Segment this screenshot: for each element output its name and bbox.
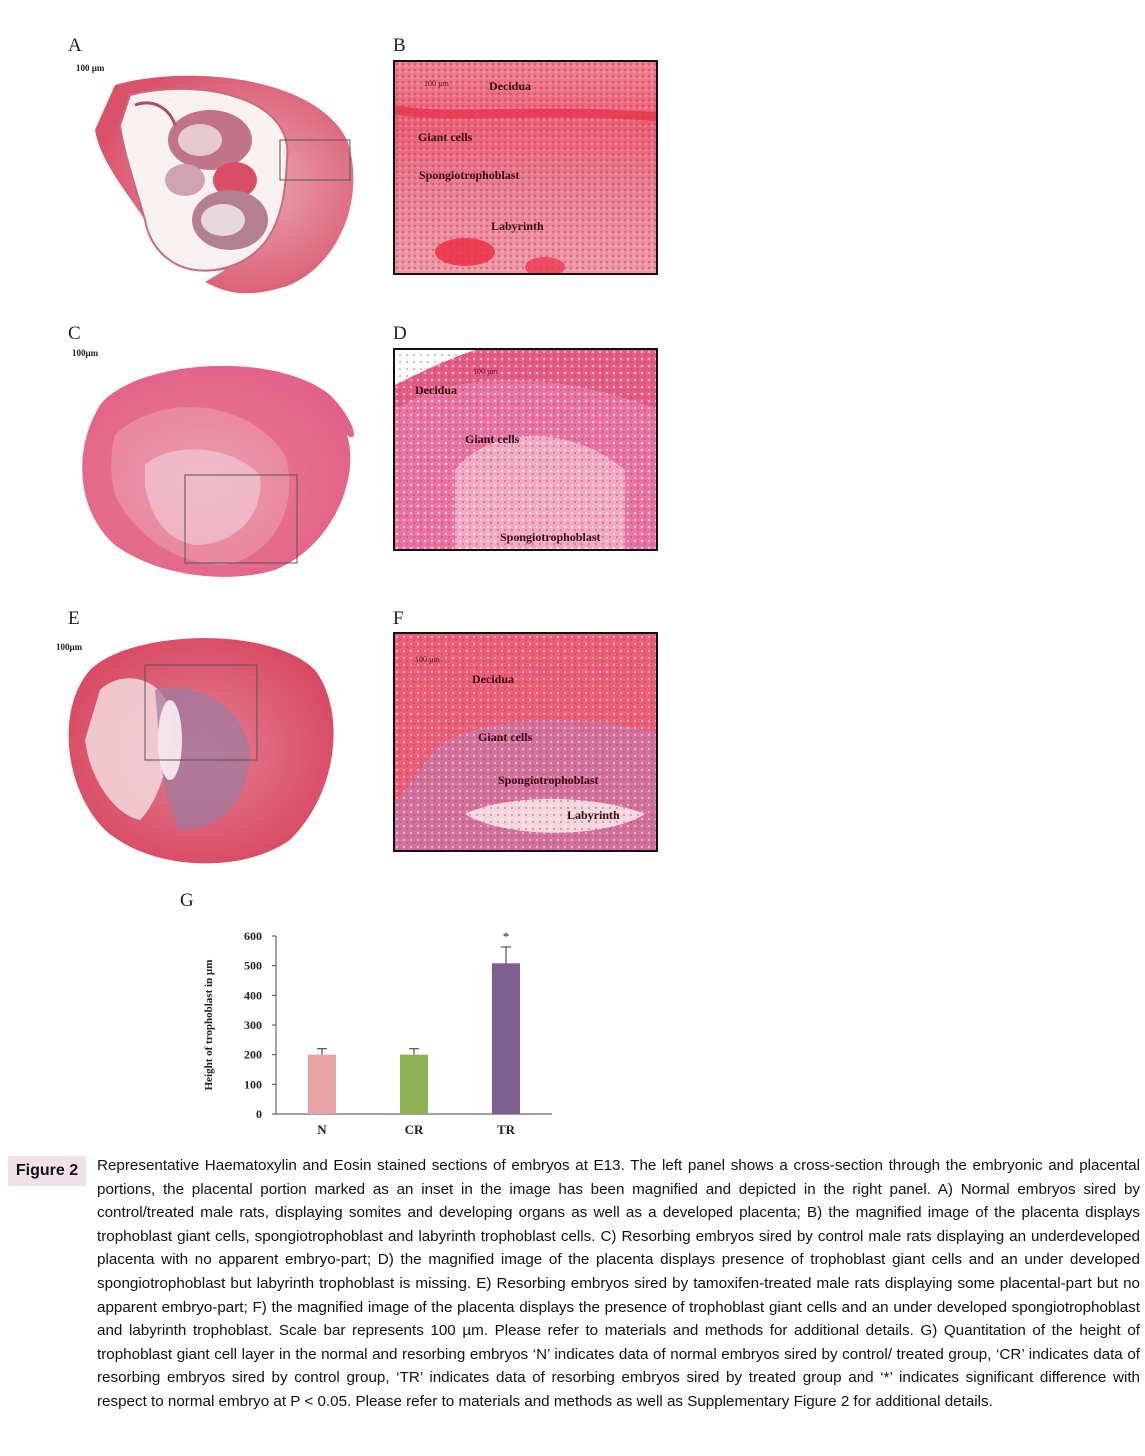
zoom-scale-b: 100 µm: [424, 79, 449, 88]
label-d-decidua: Decidua: [415, 383, 457, 397]
y-tick-label: 200: [244, 1047, 262, 1062]
scale-bar-label-a: 100 µm: [76, 63, 105, 73]
figure-label: Figure 2: [8, 1156, 86, 1186]
label-d-giant-cells: Giant cells: [465, 432, 520, 446]
bar-cr: [400, 1055, 428, 1114]
bar-chart-g: [190, 888, 570, 1143]
micrograph-panel-d: [393, 348, 658, 551]
y-tick-label: 400: [244, 988, 262, 1003]
label-b-giant-cells: Giant cells: [418, 130, 473, 144]
scale-bar-label-e: 100µm: [56, 642, 83, 652]
label-b-decidua: Decidua: [489, 79, 531, 93]
label-b-spongiotrophoblast: Spongiotrophoblast: [419, 168, 520, 182]
label-f-spongiotrophoblast: Spongiotrophoblast: [498, 773, 599, 787]
label-f-decidua: Decidua: [472, 672, 514, 686]
x-tick-label: CR: [404, 1122, 424, 1137]
panel-letter-e: E: [68, 608, 80, 629]
panel-letter-a: A: [68, 35, 82, 56]
micrograph-panel-e: [60, 630, 350, 870]
scale-bar-label-c: 100µm: [72, 348, 99, 358]
x-tick-label: TR: [496, 1122, 516, 1137]
figure-caption: Representative Haematoxylin and Eosin stained sections of embryos at E13. The left panel shows a cross-section through the embryonic and placental portions, the placental portion marked as an inset in the image has been magnified and depicted in the right panel. A) Normal embryos sired by control/treated male rats, displaying somites and developing organs as well as a developed placenta; B) the magnified image of the placenta displays trophoblast giant cells, spongiotrophoblast and labyrinth trophoblast cells. C) Resorbing embryos sired by control male rats displaying an underdeveloped placenta with no apparent embryo-part; D) the magnified image of the placenta displays presence of trophoblast giant cells and an under developed spongiotrophoblast but labyrinth trophoblast is missing. E) Resorbing embryos sired by tamoxifen-treated male rats displaying some placental-part but no apparent embryo-part; F) the magnified image of the placenta displays the presence of trophoblast giant cells and an under developed spongiotrophoblast and labyrinth trophoblast. Scale bar represents 100 µm. Please refer to materials and methods for additional details. G) Quantitation of the height of trophoblast giant cell layer in the normal and resorbing embryos ‘N’ indicates data of normal embryos sired by control/ treated group, ‘CR’ indicates data of resorbing embryos sired by control group, ‘TR’ indicates data of resorbing embryos sired by treated group and ‘*’ indicates significant difference with respect to normal embryo at P < 0.05. Please refer to materials and methods as well as Supplementary Figure 2 for additional details.: [97, 1157, 1140, 1410]
y-axis-label: Height of trophoblast in µm: [203, 959, 215, 1091]
panel-letter-c: C: [68, 323, 81, 344]
micrograph-panel-c: [75, 355, 360, 580]
x-tick-label: N: [317, 1122, 327, 1137]
zoom-scale-f: 100 µm: [415, 655, 440, 664]
y-tick-label: 500: [244, 958, 262, 973]
y-tick-label: 600: [244, 929, 262, 943]
significance-marker: *: [502, 928, 510, 944]
zoom-scale-d: 100 µm: [473, 367, 498, 376]
label-f-labyrinth: Labyrinth: [567, 808, 620, 822]
label-d-spongiotrophoblast: Spongiotrophoblast: [500, 530, 601, 544]
y-tick-label: 100: [244, 1077, 262, 1092]
panel-letter-g: G: [180, 890, 194, 911]
panel-letter-b: B: [393, 35, 406, 56]
y-tick-label: 300: [244, 1018, 262, 1032]
micrograph-panel-a: [75, 70, 360, 295]
panel-letter-d: D: [393, 323, 407, 344]
label-f-giant-cells: Giant cells: [478, 730, 533, 744]
panel-letter-f: F: [393, 608, 404, 629]
bar-tr: [492, 963, 520, 1114]
y-tick-label: 0: [256, 1107, 262, 1121]
bar-n: [308, 1055, 336, 1114]
label-b-labyrinth: Labyrinth: [491, 219, 544, 233]
